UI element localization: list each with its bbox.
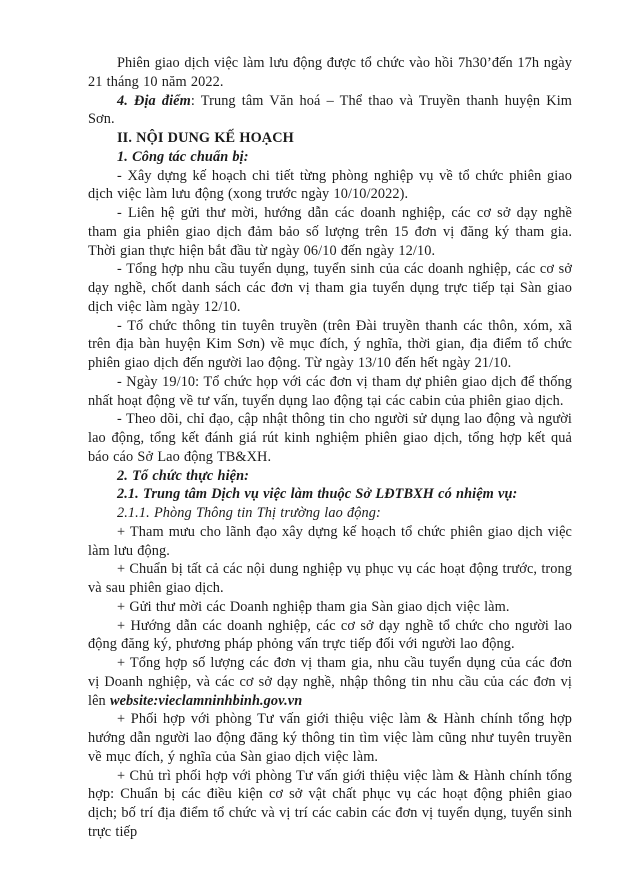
text-run: - Tổng hợp nhu cầu tuyển dụng, tuyển sinh của các doanh nghiệp, các cơ sở dạy nghề, chốt danh sách các đơn vị tham gia tuyển dụng trực tiếp tại Sàn giao dịch việc làm ngày 12/10.	[88, 261, 572, 315]
text-run: + Phối hợp với phòng Tư vấn giới thiệu việc làm & Hành chính tổng hợp hướng dẫn người lao động đăng ký thông tin tìm việc làm cũng như tuyên truyền về mục đích, ý nghĩa của Sàn giao dịch việc làm.	[88, 711, 572, 765]
text-run: + Chủ trì phối hợp với phòng Tư vấn giới thiệu việc làm & Hành chính tổng hợp: Chuẩn bị các điều kiện cơ sở vật chất phục vụ các hoạt động phiên giao dịch; bố trí địa điểm tổ chức và vị trí các cabin các đơn vị tuyển dụng, tuyển sinh trực tiếp	[88, 767, 572, 840]
paragraph	[88, 617, 572, 655]
paragraph	[88, 710, 572, 766]
paragraph	[88, 129, 572, 148]
text-run: - Liên hệ gửi thư mời, hướng dẫn các doanh nghiệp, các cơ sở dạy nghề tham gia phiên giao dịch đảm bảo số lượng trên 15 đơn vị đăng ký tham gia. Thời gian thực hiện bắt đầu từ ngày 06/10 đến ngày 12/10.	[88, 205, 572, 259]
paragraph	[88, 410, 572, 466]
paragraph	[88, 204, 572, 260]
text-run: - Ngày 19/10: Tổ chức họp với các đơn vị tham dự phiên giao dịch để thống nhất hoạt động về tư vấn, tuyển dụng lao động tại các cabin của phiên giao dịch.	[88, 373, 572, 409]
paragraph	[88, 598, 572, 617]
text-run: 2.1. Trung tâm Dịch vụ việc làm thuộc Sở LĐTBXH có nhiệm vụ:	[117, 486, 518, 503]
paragraph	[88, 504, 572, 523]
text-run: 2.1.1. Phòng Thông tin Thị trường lao động:	[117, 505, 381, 521]
text-run: + Tổng hợp số lượng các đơn vị tham gia, nhu cầu tuyển dụng của các đơn vị Doanh nghiệp, và các cơ sở dạy nghề, nhập thông tin nhu cầu của các đơn vị lên	[88, 655, 572, 709]
paragraph	[88, 373, 572, 411]
text-run: - Theo dõi, chỉ đạo, cập nhật thông tin cho người sử dụng lao động và người lao động, tổng kết đánh giá rút kinh nghiệm phiên giao dịch, tổng hợp kết quả báo cáo Sở Lao động TB&XH.	[88, 411, 572, 465]
text-run: + Hướng dẫn các doanh nghiệp, các cơ sở dạy nghề tổ chức cho người lao động đăng ký, phương pháp phỏng vấn trực tiếp đối với người lao động.	[88, 617, 572, 653]
paragraph	[88, 485, 572, 504]
paragraph	[88, 317, 572, 373]
paragraph	[88, 54, 572, 92]
document-body	[88, 54, 572, 842]
text-run: + Tham mưu cho lãnh đạo xây dựng kế hoạch tổ chức phiên giao dịch việc làm lưu động.	[88, 523, 572, 559]
text-run: 2. Tổ chức thực hiện:	[117, 467, 250, 484]
text-run: 1. Công tác chuẩn bị:	[117, 148, 249, 165]
text-run: website:vieclamninhbinh.gov.vn	[109, 692, 303, 709]
paragraph	[88, 560, 572, 598]
paragraph	[88, 167, 572, 205]
paragraph	[88, 523, 572, 561]
text-run: + Chuẩn bị tất cả các nội dung nghiệp vụ phục vụ các hoạt động trước, trong và sau phiên giao dịch.	[88, 561, 572, 596]
paragraph	[88, 654, 572, 710]
paragraph	[88, 92, 572, 130]
paragraph	[88, 260, 572, 316]
text-run: 4. Địa điểm	[117, 92, 191, 109]
paragraph	[88, 767, 572, 842]
text-run: : Trung tâm Văn hoá – Thể thao và Truyền thanh huyện Kim Sơn.	[88, 92, 572, 128]
paragraph	[88, 148, 572, 167]
text-run: Phiên giao dịch việc làm lưu động được tổ chức vào hồi 7h30’đến 17h ngày 21 tháng 10 năm 2022.	[88, 55, 572, 90]
paragraph	[88, 467, 572, 486]
text-run: + Gửi thư mời các Doanh nghiệp tham gia Sàn giao dịch việc làm.	[117, 598, 510, 615]
text-run: II. NỘI DUNG KẾ HOẠCH	[117, 130, 294, 146]
text-run: - Tổ chức thông tin tuyên truyền (trên Đài truyền thanh các thôn, xóm, xã trên địa bàn huyện Kim Sơn) về mục đích, ý nghĩa, thời gian, địa điểm tổ chức phiên giao dịch đến người lao động. Từ ngày 13/10 đến hết ngày 21/10.	[88, 317, 572, 371]
text-run: - Xây dựng kế hoạch chi tiết từng phòng nghiệp vụ về tổ chức phiên giao dịch việc làm lưu động (xong trước ngày 10/10/2022).	[88, 167, 572, 203]
